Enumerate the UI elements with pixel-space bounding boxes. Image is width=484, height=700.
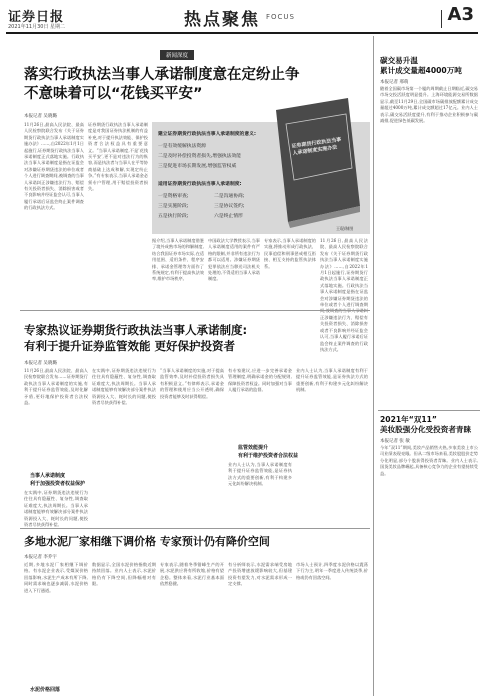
info-heading-1: 建立证券期货行政执法当事人承诺制度的意义: (158, 132, 256, 137)
book-title: 证券期货行政执法当事人承诺制度实施办法 (291, 136, 342, 157)
second-headline (24, 322, 247, 354)
second-body-col4b: 业内人士认为,当事人承诺制度有利于提升证券监管效能,是证券执法方式的重要创新,有利于构建多元化纠纷解决机制。 (228, 462, 292, 487)
illustration-credit: 王琨/制图 (336, 226, 354, 231)
lead-body-col4: 中国政法大学教授表示,当事人承诺制度适用的案件有严格的限制,并非所有违法行为都可以适用。涉嫌证券期货犯罪依法应当移送司法机关处理的,不得适用当事人承诺制度。 (208, 238, 260, 282)
second-subhead-4: 有利于维护投资者合法权益 (238, 453, 299, 459)
info-heading-2: 适用证券期货行政执法当事人承诺制度: (158, 182, 242, 187)
info-item: 三是实施阶段; (158, 204, 189, 209)
third-subhead-1: 水泥价格回落 (30, 687, 61, 693)
sidebar-headline-2-line1: 2021年“双11” (380, 415, 437, 424)
lead-body-col2: 证券期货行政执法当事人承诺制度是对我国证券执法机制的有益补充,对于提升执法效能、保护投资者合法权益具有重要意义。“当事人承诺制度,不是‘花钱买平安’,更不是对违法行为的纵容,而是执法者与当事人在平等协商基础上达成和解,实现定纷止争。”有专家表示,当事人承诺金必须专户管理,用于赔偿投资者损失。 (88, 122, 149, 192)
page-number: A3 (447, 4, 474, 25)
sidebar-body-1: 随着全国碳市场第一个履约周期截止日期临近,碳交易市场交投活跃度明显提升。上海环境能源交易所数据显示,截至11月29日,全国碳市场碳排放配额累计成交量超过4000万吨,累计成交额超过17亿元。业内人士表示,碳交易活跃度提升,有利于推动企业积极参与碳减排,促进绿色低碳发展。 (380, 86, 478, 124)
lead-body-col1: 11月26日,最高人民法院、最高人民检察院联合发布《关于证券期货行政执法当事人承诺制度实施办法》……,自2022年1月1日起施行,证券期货行政执法当事人承诺制度正式落地实施。行政执法当事人承诺制度是指在证监会对涉嫌证券期货违法的单位或者个人进行调查期间,被调查的当事人承诺纠正涉嫌违法行为、赔偿有关投资者损失、消除损害或者不良影响并经证监会认可,当事人履行承诺后证监会终止案件调查的行政执法方式。 (24, 122, 84, 211)
info-item: 一是有效缓解执法资源 (158, 144, 206, 149)
section-subtitle: FOCUS (266, 13, 295, 21)
lead-headline-line2: 不意味着可以“花钱买平安” (24, 86, 203, 102)
second-subhead-1: 当事人承诺制度 (30, 473, 66, 479)
info-item: 三是促进市场长期发展,增强监管权威 (158, 164, 237, 169)
second-body-col2: 在实践中,证券期货违法违规行为往往具有隐蔽性、复杂性,调查取证难度大,执法周期长。当事人承诺制度能够有效解决部分案件执法资源投入大、耗时长的问题,使投资者尽快获得补偿。 (92, 368, 156, 406)
sidebar-byline-2: 本报记者 张 敏 (380, 439, 410, 444)
info-item: 一是资格审查; (158, 194, 189, 199)
info-item: 二是沟通协商; (214, 194, 245, 199)
masthead (6, 4, 478, 34)
second-body-col1: 11月26日,最高人民法院、最高人民检察院联合发布……证券期货行政执法当事人承诺制度的实施,有利于提升证券监管效能,及时化解矛盾,更好地保护投资者合法权益。 (24, 368, 88, 406)
sidebar-headline-2-line2: 美妆股强分化受投资者青睐 (380, 425, 472, 434)
third-body-col5: 市场人士预计,四季度水泥价格以震荡下行为主,明年一季度进入传统淡季,价格或仍有回落空间。 (296, 562, 368, 580)
third-body-col1: 近期,多地水泥厂家相继下调价格。有水泥企业表示,受煤炭价格回落影响,水泥生产成本有所下降,同时需求端也逐步减弱,水泥价格进入下行通道。 (24, 562, 88, 593)
second-headline-line2: 有利于提升证券监管效能 更好保护投资者 (24, 339, 236, 353)
second-subhead-2: 利于加强投资者权益保护 (30, 481, 86, 487)
lead-body-col5: 专家表示,当事人承诺制度的实施,将推动形成行政执法、民事追偿和刑事惩戒相互衔接、相互支持的监管执法体系。 (264, 238, 316, 269)
sidebar-headline-1-line2: 累计成交量超4000万吨 (380, 66, 462, 75)
third-headline: 多地水泥厂家相继下调价格 专家预计仍有降价空间 (24, 535, 270, 548)
book-illustration (268, 98, 364, 230)
info-item: 三是协议签约; (214, 204, 245, 209)
section-divider (20, 310, 370, 311)
lead-body-col6: 11月26日,最高人民法院、最高人民检察院联合发布《关于证券期货行政执法当事人承诺制度实施办法》……,自2022年1月1日起施行,证券期货行政执法当事人承诺制度正式落地实施。行政执法当事人承诺制度是指在证监会对涉嫌证券期货违法的单位或者个人进行调查期 正涉嫌违法行为、赔偿有关投资者损失、消除损害或者不良影响并经证监会认可,当事人履行承诺后证监会终止案件调查的行政执法方式。 (320, 238, 368, 352)
third-body-col3: 专家表示,随着冬季错峰生产的开展,水泥供应将有所收缩,价格有望企稳。整体来看,水泥行业基本面依然稳健。 (160, 562, 224, 587)
second-body-col3: “当事人承诺制度的实施,对于提高监管效率,及时补偿投资者损失具有积极意义。”有律师表示,承诺金的管理和使用应当公开透明,确保投资者能够及时获得赔偿。 (160, 368, 224, 399)
second-body-col4: 有专家建议,应进一步完善承诺金管理制度,明确承诺金的分配规则,保障投资者权益。同时加强对当事人履行承诺的监督。 (228, 368, 292, 393)
info-item: 二是及时补偿投资者损失,增强执法效能 (158, 154, 242, 159)
lead-body-col3: 据介绍,当事人承诺制度借鉴了境外成熟市场的和解制度,结合我国证券市场实际,在适用范围、适用条件、程序安排、承诺金管理等方面作了系统规定,有利于提高执法效率,维护市场秩序。 (152, 238, 204, 282)
book-cover (276, 98, 360, 222)
issue-date: 2021年11月30日 星期二 (8, 24, 66, 30)
second-byline: 本报记者 吴晓璐 (24, 361, 57, 366)
sidebar-headline-1-line1: 碳交易升温 (380, 56, 418, 65)
lead-byline: 本报记者 吴晓璐 (24, 114, 57, 119)
section-title: 热点聚焦 (184, 10, 260, 30)
paper-logo: 证券日报 (8, 10, 65, 25)
sidebar-divider (378, 410, 480, 411)
third-byline: 本报记者 李乔宇 (24, 555, 57, 560)
info-item: 五是执行阶段; (158, 214, 189, 219)
sidebar-headline-1 (380, 56, 462, 76)
info-item: 六是终止情形 (214, 214, 243, 219)
third-body-col2: 数据显示,全国水泥价格指数近期持续回落。业内人士表示,水泥价格仍有下降空间,但降幅相对有限。 (92, 562, 156, 587)
second-headline-line1: 专家热议证券期货行政执法当事人承诺制度: (24, 323, 248, 337)
story-tag: 新闻深度 (160, 50, 194, 60)
column-divider (373, 36, 374, 696)
section-divider (20, 528, 370, 529)
sidebar-byline-1: 本报记者 邢萌 (380, 80, 409, 85)
page-number-divider (441, 10, 442, 28)
second-body-col5: 业内人士认为,当事人承诺制度有利于提升证券监管效能,是证券执法方式的重要创新,有利于构建多元化纠纷解决机制。 (296, 368, 368, 393)
second-body-col1b: 在实践中,证券期货违法违规行为往往具有隐蔽性、复杂性,调查取证难度大,执法周期长。当事人承诺制度能够有效解决部分案件执法资源投入大、耗时长的问题,使投资者尽快获得补偿。 (24, 490, 88, 528)
sidebar-headline-2 (380, 415, 471, 435)
second-subhead-3: 监管效能提升 (238, 445, 269, 451)
lead-headline-line1: 落实行政执法当事人承诺制度意在定纷止争 (24, 67, 300, 83)
sidebar-body-2: 今年“双11”期间,美妆产品销售火热,多家美妆上市公司业绩表现亮眼。但从二级市场来看,美妆股股价走势分化明显,部分个股获得投资者青睐。业内人士表示,国货美妆品牌崛起,具备核心竞争力的企业有望持续受益。 (380, 445, 478, 476)
third-body-col4: 有分析师表示,水泥需求端受房地产投资增速放缓影响较大,但基建投资有望发力,对水泥需求形成一定支撑。 (228, 562, 292, 587)
